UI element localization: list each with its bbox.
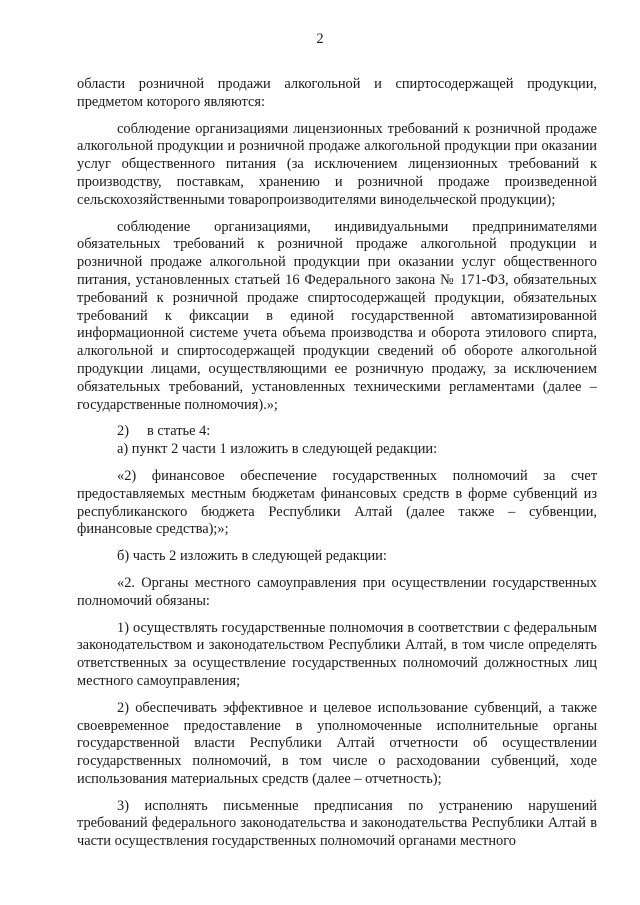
paragraph-intro: области розничной продажи алкогольной и спиртосодержащей продукции, предметом которого являются: [77,76,597,110]
page-number: 2 [316,31,324,47]
document-body [77,76,597,851]
paragraph-obligation-3: 3) исполнять письменные предписания по устранению нарушений требований федерального законодательства и законодательства Республики Алтай в части осуществления государственных полномочий органами местного [77,797,597,850]
paragraph-subitem-b: б) часть 2 изложить в следующей редакции: [117,548,387,565]
paragraph-mandatory-requirements: соблюдение организациями, индивидуальными предпринимателями обязательных требований к розничной продаже алкогольной продукции и розничной продаже алкогольной продукции при оказании услуг общественного питания, установленных статьей 16 Федерального закона № 171-ФЗ, обязательных требований к розничной продаже спиртосодержащей продукции, обязательных требований к фиксации в единой государственной автоматизированной информационной системе учета объема производства и оборота этилового спирта, алкогольной и спиртосодержащей продукции сведений об обороте алкогольной продукции лицами, осуществляющими ее розничную продажу, за исключением обязательных требований, установленных техническими регламентами (далее – государственные полномочия).»; [77,218,597,413]
paragraph-financial-support: «2) финансовое обеспечение государственных полномочий за счет предоставляемых местным бюджетам финансовых средств в форме субвенций из республиканского бюджета Республики Алтай (далее также – субвенции, финансовые средства);»; [77,467,597,538]
paragraph-local-authorities-obligations: «2. Органы местного самоуправления при осуществлении государственных полномочий обязаны: [77,574,597,609]
paragraph-item-2-article-4: 2) в статье 4: [117,423,211,440]
paragraph-subitem-a: а) пункт 2 части 1 изложить в следующей редакции: [117,441,438,458]
paragraph-obligation-1: 1) осуществлять государственные полномочия в соответствии с федеральным законодательством и законодательством Республики Алтай, в том числе определять ответственных за осуществление государственных полномочий должностных лиц местного самоуправления; [77,619,597,689]
paragraph-obligation-2: 2) обеспечивать эффективное и целевое использование субвенций, а также своевременное предоставление в уполномоченные исполнительные органы государственной власти Республики Алтай отчетности об осуществлении государственных полномочий, в том числе о расходовании субвенций, ходе использования материальных средств (далее – отчетность); [77,699,597,787]
paragraph-license-requirements: соблюдение организациями лицензионных требований к розничной продаже алкогольной продукции и розничной продаже алкогольной продукции при оказании услуг общественного питания (за исключением лицензионных требований к производству, поставкам, хранению и розничной продаже произведенной сельскохозяйственными товаропроизводителями винодельческой продукции); [77,120,597,208]
